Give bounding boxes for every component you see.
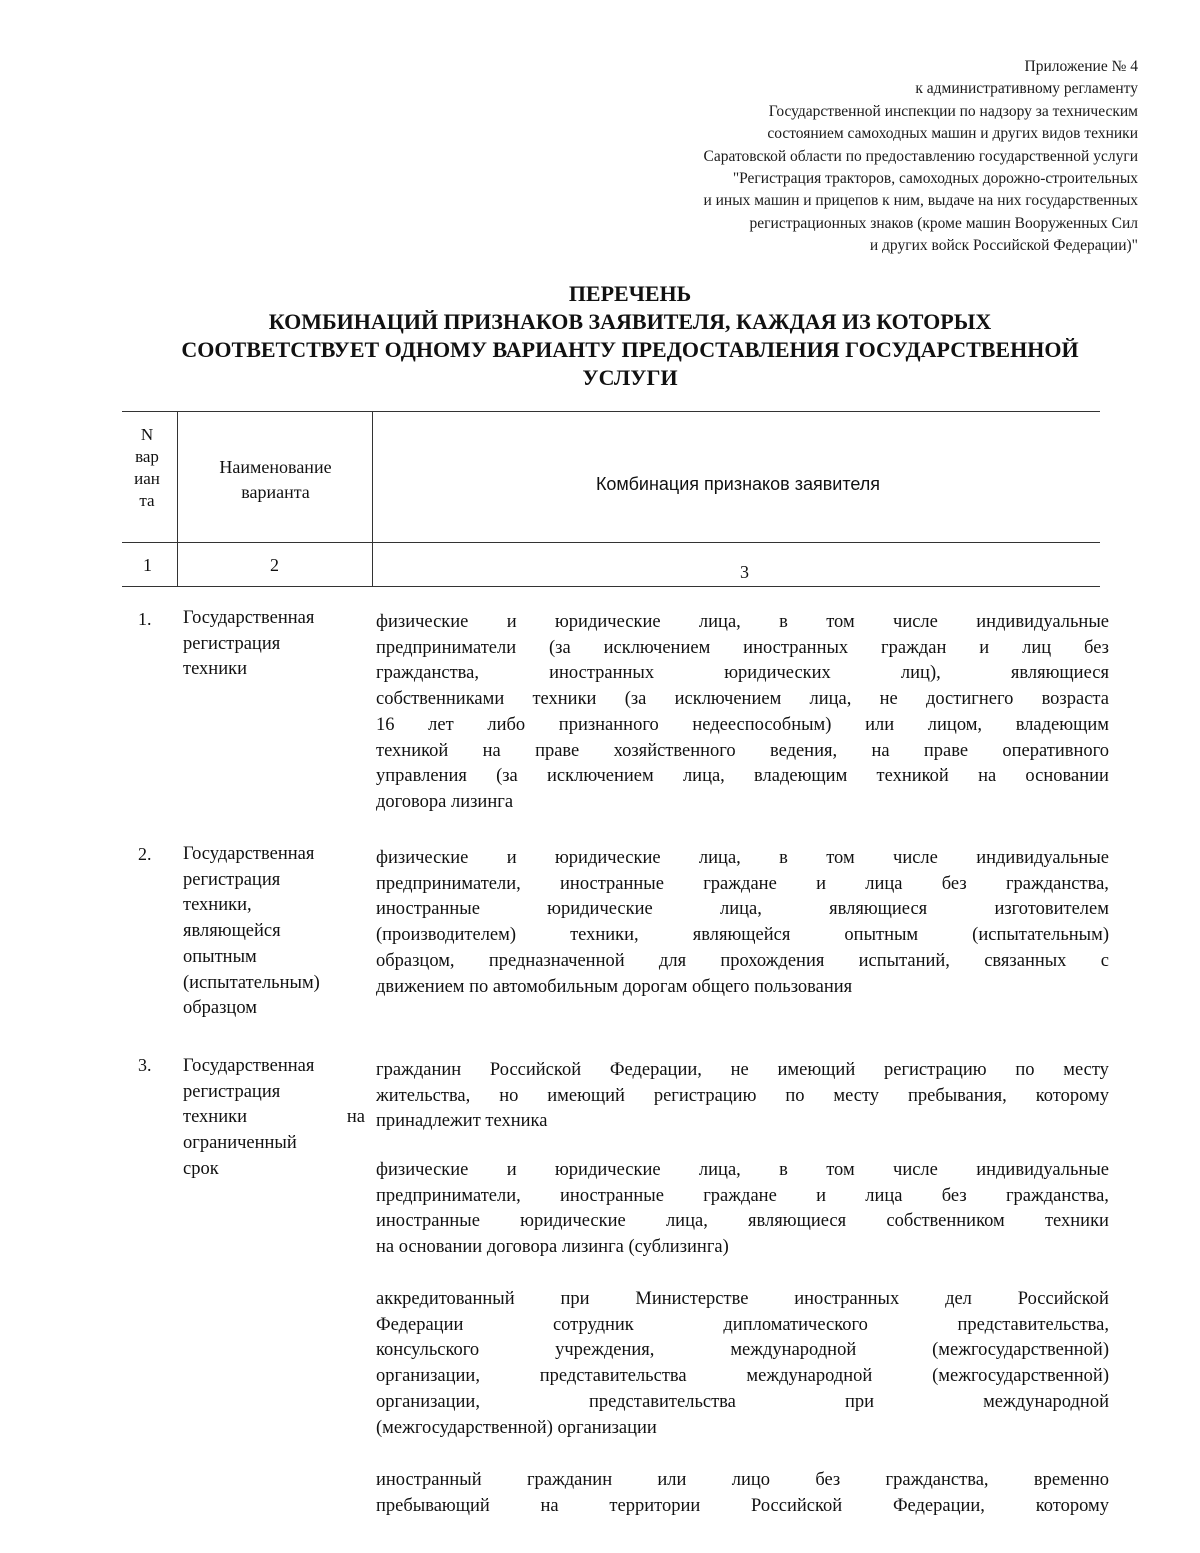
criteria-line: организации, представительства международной (межгосударственной)	[376, 1366, 1109, 1387]
column-number: 2	[270, 555, 279, 575]
variant-name-line: ограниченный	[183, 1133, 297, 1154]
variant-number: 2.	[138, 844, 152, 864]
criteria-line: движением по автомобильным дорогам общего пользования	[376, 976, 853, 997]
header-text: варианта	[241, 482, 310, 502]
criteria-line: (производителем) техники, являющейся опытным (испытательным)	[376, 925, 1109, 946]
variant-name	[183, 842, 365, 1022]
criteria-line: принадлежит техника	[376, 1111, 548, 1132]
variant-name-line: регистрация	[183, 869, 281, 890]
criteria-line: договора лизинга	[376, 791, 514, 812]
title-line: КОМБИНАЦИЙ ПРИЗНАКОВ ЗАЯВИТЕЛЯ, КАЖДАЯ ИЗ КОТОРЫХ	[268, 309, 992, 334]
variant-name-line: (испытательным)	[183, 972, 320, 993]
variant-name-line: образцом	[183, 998, 257, 1019]
criteria-line: 16 лет либо признанного недееспособным) или лицом, владеющим	[376, 714, 1109, 735]
appendix-line: к административному регламенту	[915, 80, 1138, 98]
column-number: 1	[143, 555, 152, 575]
table-rule-top	[122, 411, 1100, 412]
header-text: N	[140, 425, 154, 444]
title-line: ПЕРЕЧЕНЬ	[568, 281, 692, 306]
criteria-line: предприниматели (за исключением иностранных граждан и лиц без	[376, 637, 1109, 658]
applicant-criteria	[376, 1287, 1109, 1441]
table-column-divider	[372, 411, 373, 586]
criteria-line: пребывающий на территории Российской Федерации, которому	[376, 1495, 1109, 1516]
criteria-line: предприниматели, иностранные граждане и лица без гражданства,	[376, 873, 1109, 894]
variant-name-line: Государственная	[183, 1056, 315, 1076]
table-rule-middle	[122, 542, 1100, 543]
variant-name-line: Государственная	[183, 844, 315, 864]
criteria-line: техникой на праве хозяйственного ведения, на праве оперативного	[376, 740, 1109, 761]
appendix-line: регистрационных знаков (кроме машин Вооруженных Сил	[749, 214, 1138, 232]
applicant-criteria	[376, 846, 1109, 1000]
variant-name-line: являющейся	[183, 921, 281, 942]
criteria-line: жительства, но имеющий регистрацию по месту пребывания, которому	[376, 1085, 1109, 1106]
criteria-line: иностранный гражданин или лицо без гражданства, временно	[376, 1470, 1109, 1490]
criteria-line: иностранные юридические лица, являющиеся собственником техники	[376, 1211, 1109, 1232]
criteria-line: образцом, предназначенной для прохождения испытаний, связанных с	[376, 950, 1109, 971]
appendix-line: состоянием самоходных машин и других видов техники	[767, 125, 1138, 143]
criteria-line: иностранные юридические лица, являющиеся изготовителем	[376, 899, 1109, 920]
criteria-line: собственниками техники (за исключением лица, не достигнего возраста	[376, 689, 1109, 710]
appendix-line: Приложение № 4	[1024, 58, 1138, 75]
variant-name-line: регистрация	[183, 633, 281, 654]
variant-name	[183, 1054, 365, 1183]
appendix-line: и других войск Российской Федерации)"	[869, 237, 1138, 255]
criteria-line: на основании договора лизинга (сублизинга)	[376, 1237, 729, 1258]
criteria-line: физические и юридические лица, в том числе индивидуальные	[376, 848, 1109, 868]
criteria-line: физические и юридические лица, в том числе индивидуальные	[376, 612, 1109, 632]
title-line: УСЛУГИ	[582, 365, 678, 390]
applicant-criteria	[376, 610, 1109, 816]
variant-name-line: опытным	[183, 946, 257, 967]
criteria-line: физические и юридические лица, в том числе индивидуальные	[376, 1160, 1109, 1180]
criteria-line: организации, представительства при международной	[376, 1391, 1109, 1412]
column-number: 3	[740, 562, 749, 582]
appendix-line: и иных машин и прицепов к ним, выдаче на них государственных	[703, 192, 1138, 210]
criteria-line: (межгосударственной) организации	[376, 1417, 657, 1438]
appendix-line: Саратовской области по предоставлению государственной услуги	[703, 147, 1138, 165]
header-variant-name	[188, 455, 363, 505]
header-variant-number	[122, 424, 172, 512]
criteria-line: консульского учреждения, международной (межгосударственной)	[376, 1340, 1109, 1361]
variant-name-line: срок	[183, 1158, 219, 1179]
title-line: СООТВЕТСТВУЕТ ОДНОМУ ВАРИАНТУ ПРЕДОСТАВЛЕНИЯ ГОСУДАРСТВЕННОЙ	[181, 337, 1079, 362]
variant-name-line: Государственная	[183, 608, 315, 628]
variant-name-line: регистрация	[183, 1081, 281, 1102]
appendix-note	[538, 56, 1138, 258]
appendix-line: Государственной инспекции по надзору за техническим	[768, 102, 1138, 120]
table-rule-bottom	[122, 586, 1100, 587]
variant-number: 1.	[138, 609, 152, 629]
document-title	[140, 280, 1120, 392]
criteria-line: предприниматели, иностранные граждане и лица без гражданства,	[376, 1185, 1109, 1206]
variant-name	[183, 606, 365, 683]
header-text: иан	[134, 469, 160, 488]
criteria-line: управления (за исключением лица, владеющим техникой на основании	[376, 766, 1109, 787]
applicant-criteria	[376, 1158, 1109, 1261]
header-text: вар	[135, 447, 159, 466]
variant-name-line: техники	[183, 659, 247, 680]
header-combination: Комбинация признаков заявителя	[595, 474, 881, 494]
variant-name-line: техники на	[183, 1107, 365, 1128]
applicant-criteria	[376, 1468, 1109, 1519]
criteria-line: гражданин Российской Федерации, не имеющий регистрацию по месту	[376, 1060, 1109, 1080]
header-text: та	[139, 491, 155, 510]
criteria-line: Федерации сотрудник дипломатического представительства,	[376, 1314, 1109, 1335]
appendix-line: "Регистрация тракторов, самоходных дорожно-строительных	[732, 170, 1138, 188]
criteria-line: аккредитованный при Министерстве иностранных дел Российской	[376, 1289, 1109, 1309]
criteria-line: гражданства, иностранных юридических лиц), являющиеся	[376, 663, 1109, 684]
table-column-divider	[177, 411, 178, 586]
variant-number: 3.	[138, 1055, 152, 1075]
variant-name-line: техники,	[183, 895, 252, 916]
header-text: Наименование	[219, 457, 332, 477]
applicant-criteria	[376, 1058, 1109, 1135]
